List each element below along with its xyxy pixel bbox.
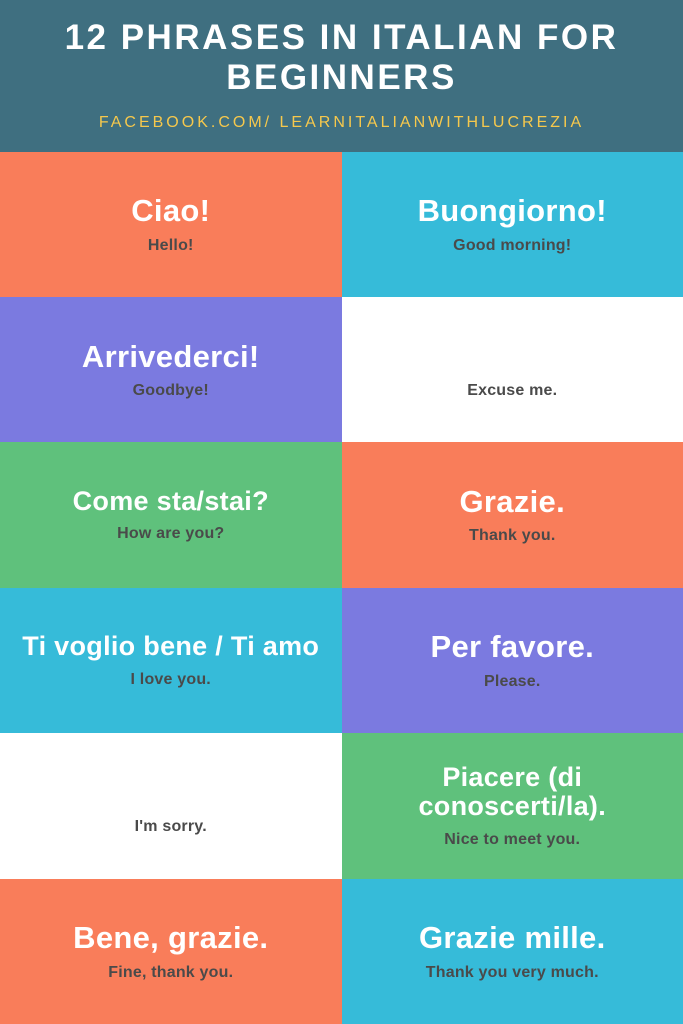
phrase-italian: Per favore. (430, 629, 595, 665)
phrase-translation: Please. (483, 672, 541, 690)
phrase-cell (0, 442, 342, 587)
phrase-translation: Nice to meet you. (444, 830, 581, 848)
phrase-italian: Arrivederci! (81, 338, 260, 374)
phrase-translation: Good morning! (453, 236, 572, 254)
phrase-cell (0, 297, 342, 442)
phrase-italian: Mi dispiace. (81, 774, 261, 810)
page-title: 12 PHRASES IN ITALIAN FOR BEGINNERS (64, 18, 619, 98)
phrase-translation: How are you? (117, 525, 225, 543)
phrase-italian: Grazie mille. (418, 920, 606, 956)
phrase-cell (342, 733, 683, 878)
phrase-italian: Ti voglio bene / Ti amo (22, 631, 320, 662)
phrase-translation: Hello! (147, 236, 194, 254)
phrase-translation: Fine, thank you. (108, 963, 234, 981)
phrase-translation: Goodbye! (132, 381, 209, 399)
poster-header (0, 0, 683, 152)
phrase-cell (0, 879, 342, 1024)
phrase-translation: I'm sorry. (134, 818, 207, 836)
phrase-italian: Ciao! (131, 193, 211, 229)
phrase-cell (342, 152, 683, 297)
phrase-translation: Excuse me. (467, 381, 558, 399)
phrase-cell (342, 297, 683, 442)
phrase-cell (0, 152, 342, 297)
phrase-italian: Mi scusi. (445, 338, 580, 374)
phrase-cell (0, 588, 342, 733)
phrase-cell (342, 442, 683, 587)
phrase-italian: Come sta/stai? (72, 486, 269, 517)
phrase-italian: Buongiorno! (417, 193, 607, 229)
phrase-cell (0, 733, 342, 878)
phrase-translation: I love you. (130, 670, 211, 688)
header-subtitle: FACEBOOK.COM/ LEARNITALIANWITHLUCREZIA (98, 113, 585, 131)
phrase-translation: Thank you very much. (425, 963, 599, 981)
phrase-italian: Bene, grazie. (73, 920, 269, 956)
phrase-italian: Grazie. (459, 483, 565, 519)
phrase-cell (342, 588, 683, 733)
phrase-translation: Thank you. (469, 527, 556, 545)
phrase-italian: Piacere (di conoscerti/la). (418, 762, 607, 822)
phrase-grid (0, 152, 683, 1024)
phrase-cell (342, 879, 683, 1024)
